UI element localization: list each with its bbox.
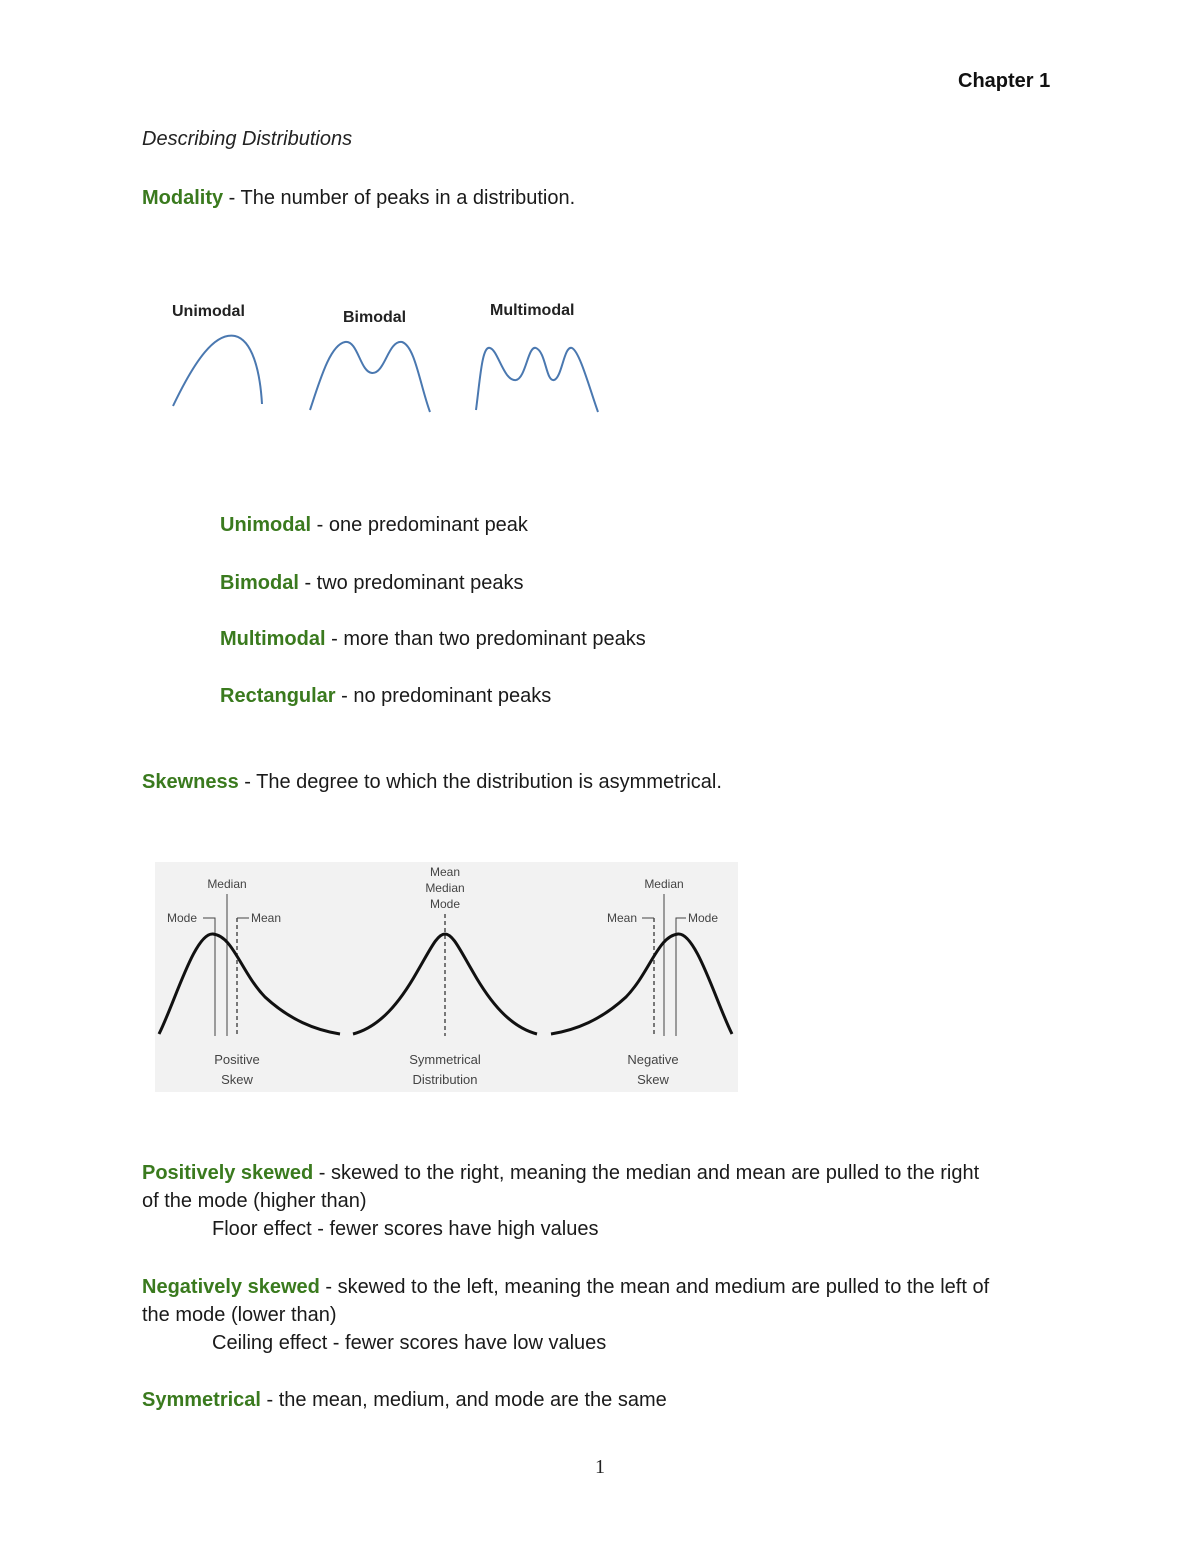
negative-mean-label: Mean — [607, 911, 638, 925]
unimodal-term: Unimodal — [220, 514, 312, 536]
multimodal-definition — [220, 625, 646, 653]
page-number: 1 — [595, 1456, 605, 1478]
bimodal-term: Bimodal — [220, 572, 299, 594]
multimodal-curve — [476, 348, 598, 412]
ceiling-effect-note: Ceiling effect - fewer scores have low values — [212, 1332, 607, 1354]
negatively-skewed-definition — [142, 1273, 1062, 1301]
negatively-skewed-continuation: the mode (lower than) — [142, 1304, 337, 1326]
unimodal-text: - one predominant peak — [311, 514, 528, 536]
symmetric-caption-2: Distribution — [412, 1072, 478, 1087]
positive-caption-2: Skew — [221, 1072, 253, 1087]
symmetrical-term: Symmetrical — [142, 1389, 261, 1411]
unimodal-figure-label: Unimodal — [172, 303, 245, 320]
positive-mode-label: Mode — [167, 911, 198, 925]
skewness-term: Skewness — [142, 771, 239, 793]
negative-caption-1: Negative — [627, 1052, 679, 1067]
negative-median-label: Median — [644, 877, 684, 891]
modality-figure — [160, 290, 610, 420]
chapter-header: Chapter 1 — [958, 70, 1051, 92]
negative-mode-label: Mode — [688, 911, 719, 925]
negatively-skewed-term: Negatively skewed — [142, 1276, 320, 1298]
positively-skewed-term: Positively skewed — [142, 1162, 314, 1184]
section-title: Describing Distributions — [142, 128, 353, 150]
negative-caption-2: Skew — [637, 1072, 669, 1087]
symmetrical-text: - the mean, medium, and mode are the same — [260, 1389, 667, 1411]
symmetric-mode-label: Mode — [429, 897, 461, 911]
positive-median-label: Median — [207, 877, 247, 891]
skewness-text: - The degree to which the distribution is asymmetrical. — [238, 771, 722, 793]
modality-term: Modality — [142, 187, 224, 209]
symmetric-caption-1: Symmetrical — [409, 1052, 481, 1067]
floor-effect-note: Floor effect - fewer scores have high values — [212, 1218, 599, 1240]
negatively-skewed-text: - skewed to the left, meaning the mean and medium are pulled to the left of — [319, 1276, 990, 1298]
rectangular-text: - no predominant peaks — [335, 685, 552, 707]
symmetric-mean-label: Mean — [429, 865, 461, 879]
positively-skewed-continuation: of the mode (higher than) — [142, 1190, 367, 1212]
symmetrical-definition — [142, 1386, 667, 1414]
positive-caption-1: Positive — [214, 1052, 260, 1067]
bimodal-curve — [310, 342, 430, 412]
symmetric-median-label: Median — [425, 881, 465, 895]
modality-definition — [142, 184, 575, 212]
positively-skewed-text: - skewed to the right, meaning the median and mean are pulled to the right — [313, 1162, 980, 1184]
bimodal-definition — [220, 569, 523, 597]
skewness-definition — [142, 768, 722, 796]
rectangular-term: Rectangular — [220, 685, 336, 707]
multimodal-figure-label: Multimodal — [490, 302, 575, 319]
rectangular-definition — [220, 682, 551, 710]
unimodal-curve — [173, 336, 262, 406]
positive-mean-label: Mean — [251, 911, 282, 925]
positively-skewed-definition — [142, 1159, 1062, 1187]
multimodal-term: Multimodal — [220, 628, 326, 650]
modality-text: - The number of peaks in a distribution. — [223, 187, 576, 209]
bimodal-figure-label: Bimodal — [343, 309, 407, 326]
unimodal-definition — [220, 511, 528, 539]
skewness-figure — [155, 862, 738, 1092]
multimodal-text: - more than two predominant peaks — [325, 628, 646, 650]
bimodal-text: - two predominant peaks — [298, 572, 524, 594]
